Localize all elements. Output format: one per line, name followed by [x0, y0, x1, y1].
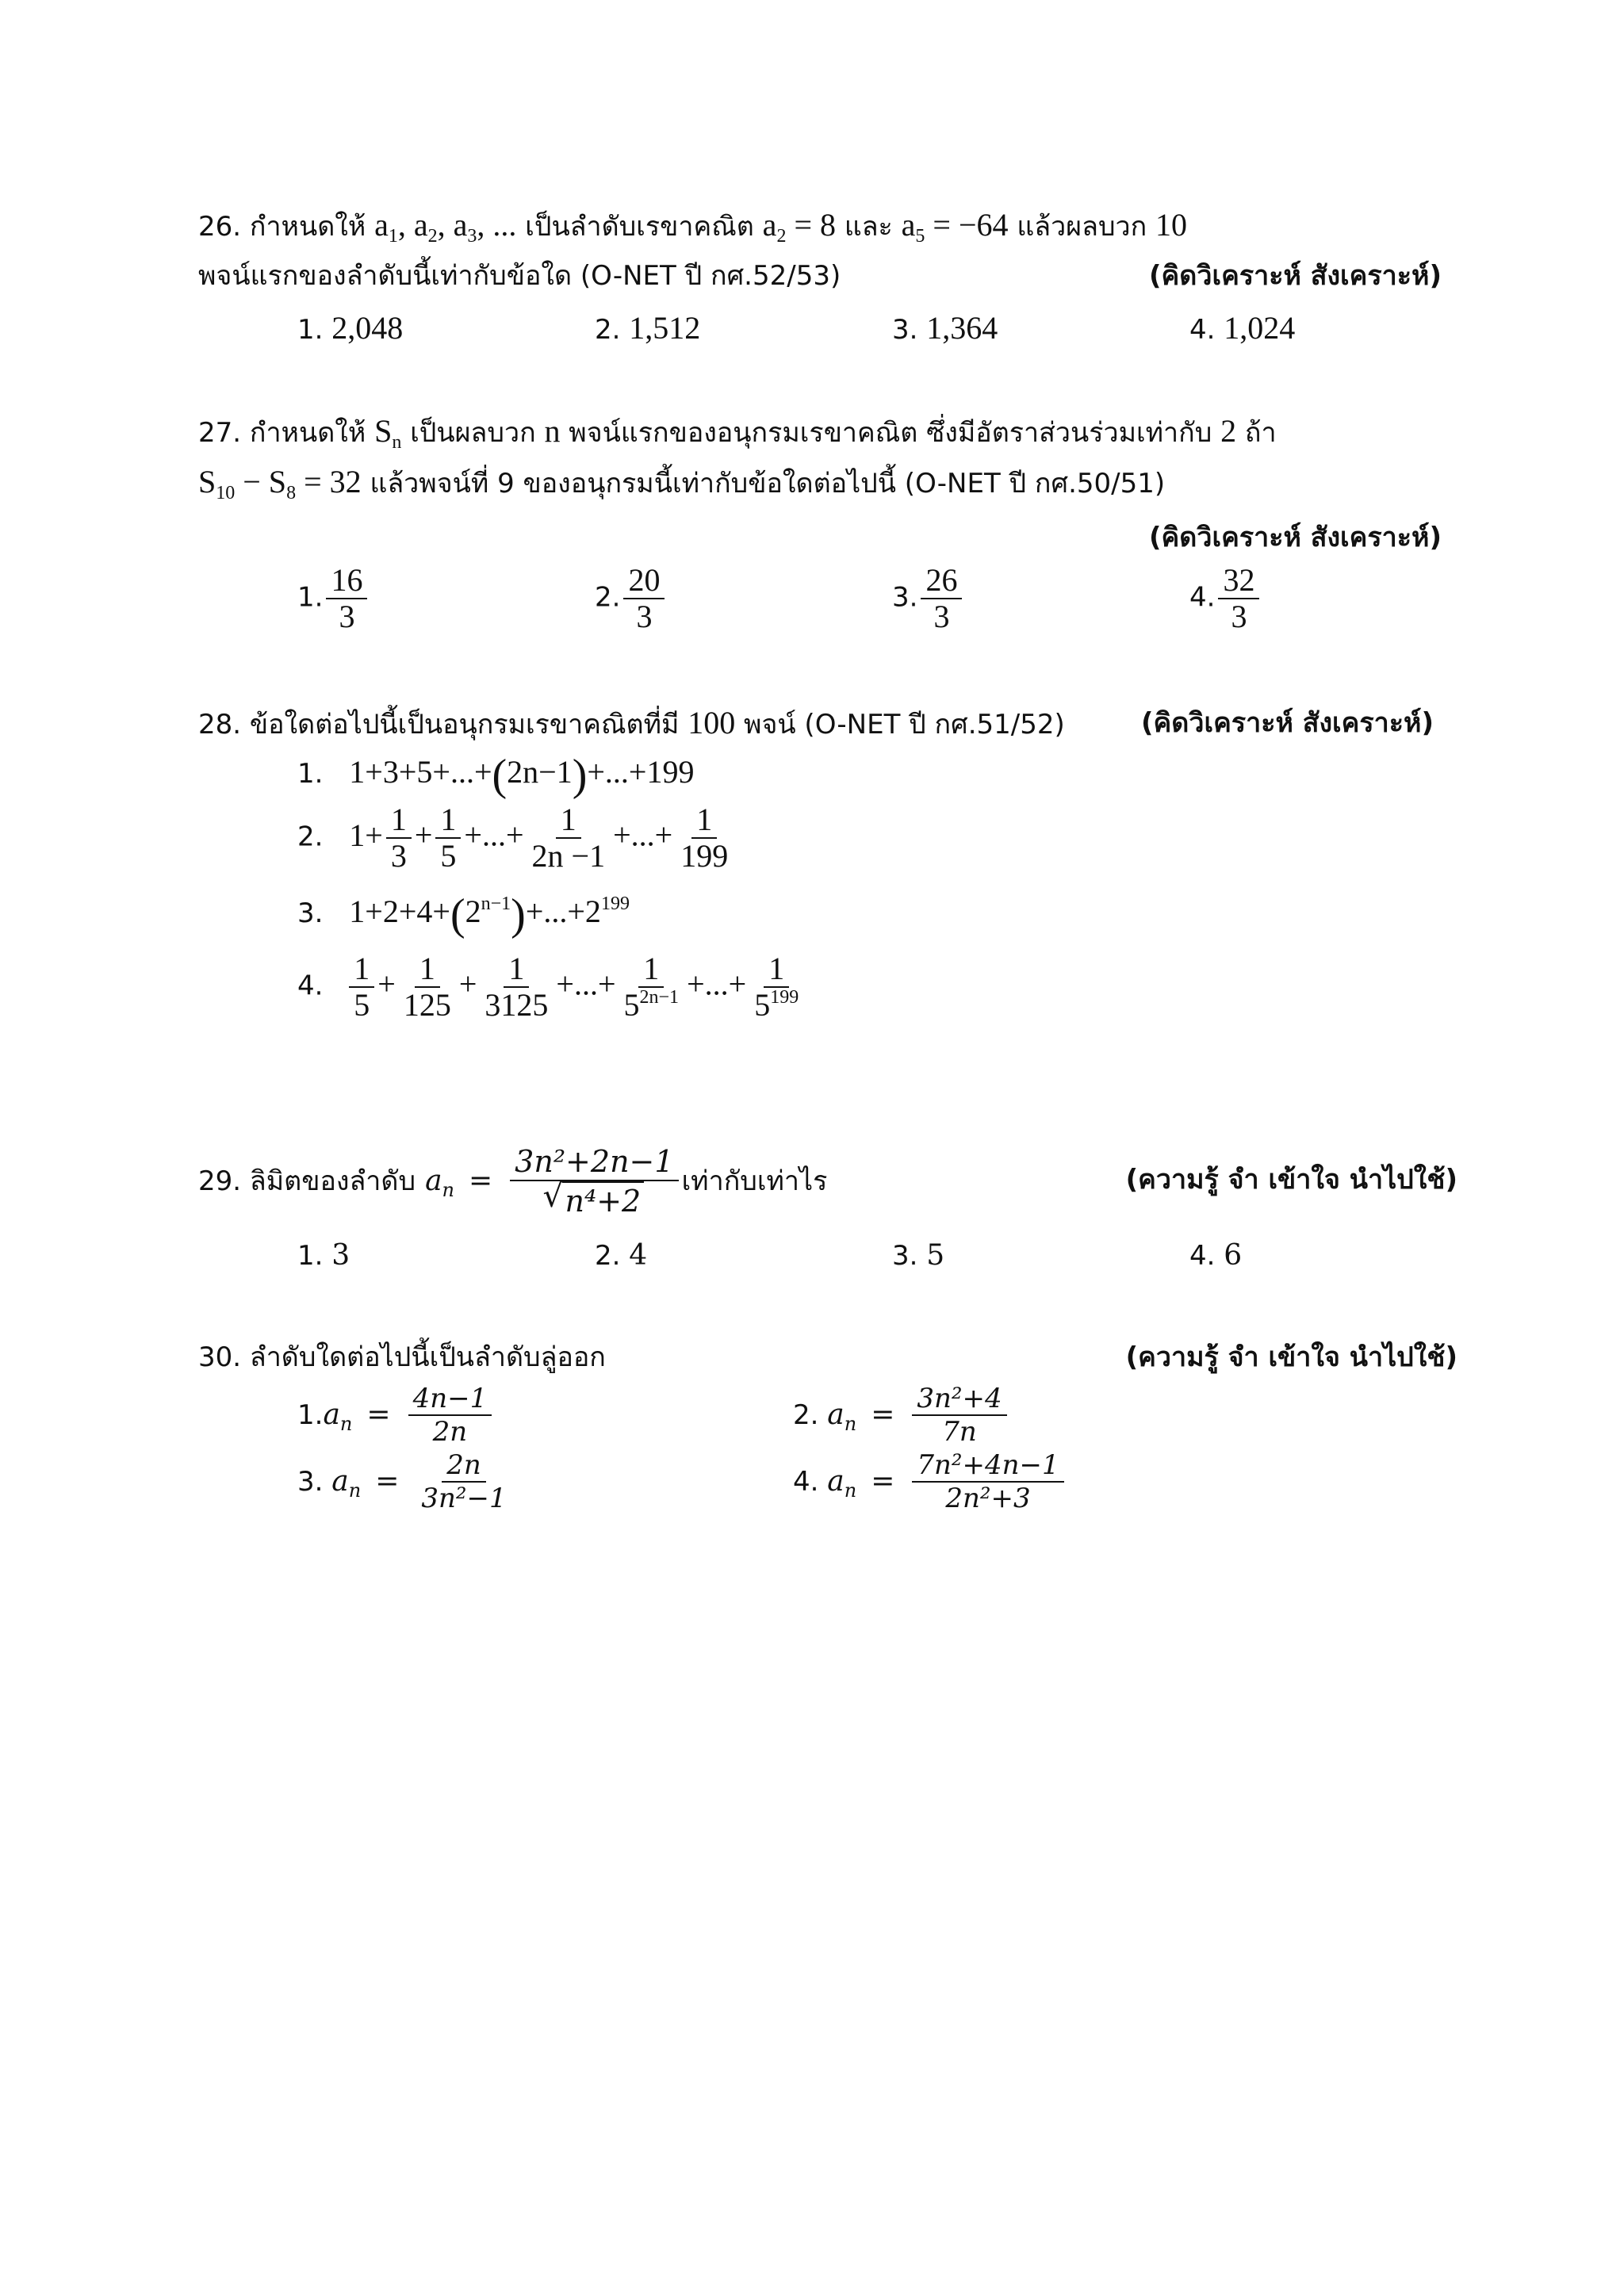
- and-word: และ: [844, 211, 893, 243]
- question-27-text-e: แล้วพจน์ที่ 9 ของอนุกรมนี้เท่ากับข้อใดต่อไปนี้ (O-NET ปี กศ.50/51): [370, 468, 1166, 499]
- question-29-line: 29. ลิมิตของลำดับ $a_n$ = 3n²+2n−1 √ n⁴+2 เท่ากับเท่าไร: [198, 1134, 827, 1229]
- number-hundred: 100: [688, 705, 736, 740]
- question-29-text-a: 29. ลิมิตของลำดับ: [198, 1165, 416, 1197]
- q28-option-3[interactable]: 3. $1+2+4+(2^{n-1})+...+2^{199}$: [297, 890, 630, 939]
- variable-n: n: [544, 413, 561, 449]
- sum-symbol: $S_n$: [374, 413, 402, 453]
- question-28-text-a: 28. ข้อใดต่อไปนี้เป็นอนุกรมเรขาคณิตที่มี: [198, 709, 680, 740]
- limit-fraction: 3n²+2n−1 √ n⁴+2: [510, 1143, 678, 1219]
- q29-option-2[interactable]: 2. 4: [595, 1239, 648, 1272]
- question-28: [198, 706, 1442, 1039]
- q28-option-2[interactable]: 2. 1+ $\frac{1}{3}$ + $\frac{1}{5}$ +...+ $\frac{1}{2n -1}$ +...+ $\frac{1}{199}$: [297, 802, 729, 874]
- q30-option-3[interactable]: 3. $a_n$ = $\frac{2n}{\text{3n²−1}}$: [297, 1449, 507, 1514]
- q29-option-1[interactable]: 1. 3: [297, 1239, 350, 1272]
- q27-option-4[interactable]: 4. $\frac{32}{3}$: [1189, 563, 1262, 634]
- question-26-tag: (คิดวิเคราะห์ สังเคราะห์): [1149, 260, 1442, 292]
- question-26: [198, 208, 1442, 358]
- sum-difference-expression: $S_{10} - S_8 = 32$: [198, 464, 362, 503]
- question-27-text-b: เป็นผลบวก: [410, 417, 536, 449]
- q29-option-3[interactable]: 3. 5: [892, 1239, 945, 1272]
- fraction: $\frac{16}{3}$: [326, 563, 367, 634]
- question-30: [198, 1340, 1457, 1546]
- question-27-text-c: พจน์แรกของอนุกรมเรขาคณิต ซึ่งมีอัตราส่วนร่วมเท่ากับ: [569, 417, 1212, 449]
- question-27-text-a: 27. กำหนดให้: [198, 417, 366, 449]
- question-26-text-b: เป็นลำดับเรขาคณิต: [525, 211, 754, 243]
- q26-option-4[interactable]: 4. 1,024: [1189, 310, 1296, 346]
- q28-option-4[interactable]: 4. $\frac{1}{5}$ + $\frac{1}{125}$ + $\frac{1}{3125}$ +...+ $\frac{1}{5^{2n-1}}$ +...+ $\frac{1}{5^{199}}$: [297, 951, 799, 1023]
- condition-a5: $a_5 = -64$: [901, 207, 1009, 247]
- question-26-text-c: แล้วผลบวก: [1017, 211, 1147, 243]
- q30-option-1[interactable]: 1. $a_n$ = $\frac{4n-1}{2n}$: [297, 1383, 495, 1448]
- q26-option-3[interactable]: 3. 1,364: [892, 310, 998, 346]
- q30-option-4[interactable]: 4. $a_n$ = $\frac{\text{7n²+4n−1}}{\text{2n²+3}}$: [793, 1449, 1067, 1514]
- sequence-terms: $a_1$, $a_2$, $a_3$, ...: [374, 207, 517, 247]
- question-29-text-b: เท่ากับเท่าไร: [681, 1165, 828, 1197]
- question-28-line-1: [198, 706, 1065, 742]
- q29-option-4[interactable]: 4. 6: [1189, 1239, 1243, 1272]
- condition-a2: $a_2 = 8$: [762, 207, 836, 247]
- question-27-text-d: ถ้า: [1244, 417, 1277, 449]
- question-27: [198, 414, 1442, 652]
- number-ten: 10: [1155, 207, 1188, 243]
- ratio-value: 2: [1220, 413, 1237, 449]
- question-26-line-1: [198, 207, 1188, 247]
- q27-option-1[interactable]: 1. $\frac{16}{3}$: [297, 563, 370, 634]
- question-26-text-a: 26. กำหนดให้: [198, 211, 375, 243]
- question-26-line-2: พจน์แรกของลำดับนี้เท่ากับข้อใด (O-NET ปี กศ.52/53): [198, 260, 841, 292]
- q26-option-2[interactable]: 2. 1,512: [595, 310, 701, 346]
- question-28-text-b: พจน์ (O-NET ปี กศ.51/52): [744, 709, 1065, 740]
- q28-option-1[interactable]: 1. 1+3+5+...+(2n−1)+...+199: [297, 750, 695, 800]
- question-30-tag: (ความรู้ จำ เข้าใจ นำไปใช้): [1125, 1341, 1457, 1373]
- question-29: [198, 1134, 1457, 1292]
- q27-option-3[interactable]: 3. $\frac{26}{3}$: [892, 563, 965, 634]
- q30-option-2[interactable]: 2. $a_n$ = $\frac{\text{3n²+4}}{7n}$: [793, 1383, 1010, 1448]
- q27-option-2[interactable]: 2. $\frac{20}{3}$: [595, 563, 668, 634]
- q26-option-1[interactable]: 1. 2,048: [297, 310, 404, 346]
- question-29-tag: (ความรู้ จำ เข้าใจ นำไปใช้): [1125, 1164, 1457, 1196]
- sequence-an: $a_n$: [425, 1165, 454, 1201]
- fraction: $\frac{32}{3}$: [1218, 563, 1259, 634]
- fraction: $\frac{26}{3}$: [921, 563, 962, 634]
- question-27-line-1: [198, 413, 1277, 453]
- question-28-tag: (คิดวิเคราะห์ สังเคราะห์): [1141, 707, 1434, 739]
- question-27-tag: (คิดวิเคราะห์ สังเคราะห์): [1149, 522, 1442, 553]
- question-27-line-2: [198, 465, 1165, 501]
- fraction: $\frac{20}{3}$: [623, 563, 665, 634]
- question-30-text: 30. ลำดับใดต่อไปนี้เป็นลำดับลู่ออก: [198, 1341, 606, 1373]
